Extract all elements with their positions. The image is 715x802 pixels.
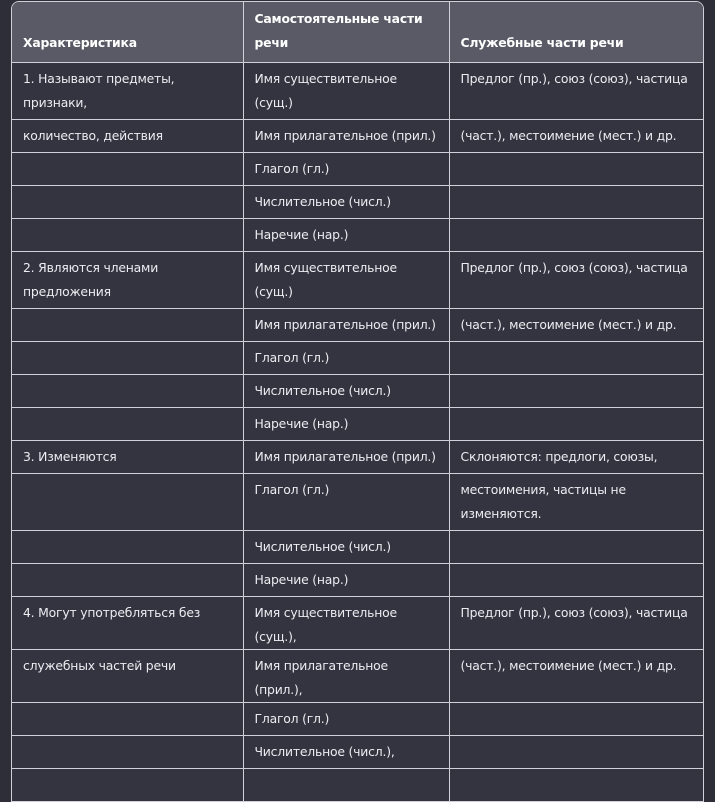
characteristic-cell [12, 153, 243, 186]
independent-part-cell: Имя существительное (сущ.), [243, 597, 449, 650]
auxiliary-part-cell [449, 769, 703, 802]
table-row [12, 63, 703, 120]
auxiliary-part-cell [449, 342, 703, 375]
characteristic-cell [12, 474, 243, 531]
parts-of-speech-table [12, 2, 703, 802]
characteristic-cell [12, 309, 243, 342]
characteristic-cell: 1. Называют предметы, признаки, [12, 63, 243, 120]
table-row [12, 441, 703, 474]
auxiliary-part-cell [449, 153, 703, 186]
table-row [12, 219, 703, 252]
auxiliary-part-cell [449, 564, 703, 597]
independent-part-cell: Имя существительное (сущ.) [243, 63, 449, 120]
header-characteristic: Характеристика [12, 2, 243, 63]
auxiliary-part-cell: местоимения, частицы не изменяются. [449, 474, 703, 531]
characteristic-cell [12, 408, 243, 441]
auxiliary-part-cell [449, 736, 703, 769]
characteristic-cell [12, 375, 243, 408]
auxiliary-part-cell [449, 186, 703, 219]
independent-part-cell: Числительное (числ.) [243, 531, 449, 564]
characteristic-cell [12, 769, 243, 802]
characteristic-cell [12, 219, 243, 252]
independent-part-cell: Глагол (гл.) [243, 153, 449, 186]
auxiliary-part-cell: (част.), местоимение (мест.) и др. [449, 309, 703, 342]
independent-part-cell: Имя существительное (сущ.) [243, 252, 449, 309]
characteristic-cell [12, 736, 243, 769]
characteristic-cell: 3. Изменяются [12, 441, 243, 474]
auxiliary-part-cell [449, 375, 703, 408]
independent-part-cell: Глагол (гл.) [243, 342, 449, 375]
table-row [12, 252, 703, 309]
characteristic-cell: 2. Являются членами предложения [12, 252, 243, 309]
table-row [12, 703, 703, 736]
auxiliary-part-cell: Предлог (пр.), союз (союз), частица [449, 63, 703, 120]
independent-part-cell: Наречие (нар.) [243, 219, 449, 252]
auxiliary-part-cell [449, 703, 703, 736]
independent-part-cell: Глагол (гл.) [243, 703, 449, 736]
independent-part-cell: Имя прилагательное (прил.) [243, 309, 449, 342]
table-row [12, 309, 703, 342]
table-row [12, 408, 703, 441]
characteristic-cell: количество, действия [12, 120, 243, 153]
auxiliary-part-cell [449, 531, 703, 564]
independent-part-cell: Глагол (гл.) [243, 474, 449, 531]
header-auxiliary-parts: Служебные части речи [449, 2, 703, 63]
characteristic-cell [12, 342, 243, 375]
independent-part-cell: Имя прилагательное (прил.), [243, 650, 449, 703]
characteristic-cell [12, 564, 243, 597]
table-row [12, 120, 703, 153]
table-row [12, 342, 703, 375]
table-row [12, 186, 703, 219]
table-row [12, 375, 703, 408]
table-row [12, 769, 703, 802]
table-row [12, 597, 703, 650]
characteristic-cell [12, 531, 243, 564]
independent-part-cell: Имя прилагательное (прил.) [243, 441, 449, 474]
parts-of-speech-table-container [11, 1, 704, 802]
auxiliary-part-cell: (част.), местоимение (мест.) и др. [449, 120, 703, 153]
characteristic-cell: 4. Могут употребляться без [12, 597, 243, 650]
auxiliary-part-cell: Склоняются: предлоги, союзы, [449, 441, 703, 474]
auxiliary-part-cell: Предлог (пр.), союз (союз), частица [449, 252, 703, 309]
table-row [12, 153, 703, 186]
table-row [12, 564, 703, 597]
characteristic-cell: служебных частей речи [12, 650, 243, 703]
independent-part-cell: Числительное (числ.) [243, 186, 449, 219]
header-independent-parts: Самостоятельные части речи [243, 2, 449, 63]
auxiliary-part-cell: Предлог (пр.), союз (союз), частица [449, 597, 703, 650]
auxiliary-part-cell [449, 408, 703, 441]
characteristic-cell [12, 703, 243, 736]
auxiliary-part-cell [449, 219, 703, 252]
independent-part-cell: Имя прилагательное (прил.) [243, 120, 449, 153]
independent-part-cell: Наречие (нар.) [243, 564, 449, 597]
table-row [12, 531, 703, 564]
independent-part-cell: Числительное (числ.) [243, 375, 449, 408]
table-row [12, 474, 703, 531]
characteristic-cell [12, 186, 243, 219]
independent-part-cell: Наречие (нар.) [243, 408, 449, 441]
table-header-row [12, 2, 703, 63]
table-row [12, 736, 703, 769]
auxiliary-part-cell: (част.), местоимение (мест.) и др. [449, 650, 703, 703]
independent-part-cell: Числительное (числ.), [243, 736, 449, 769]
independent-part-cell [243, 769, 449, 802]
table-row [12, 650, 703, 703]
